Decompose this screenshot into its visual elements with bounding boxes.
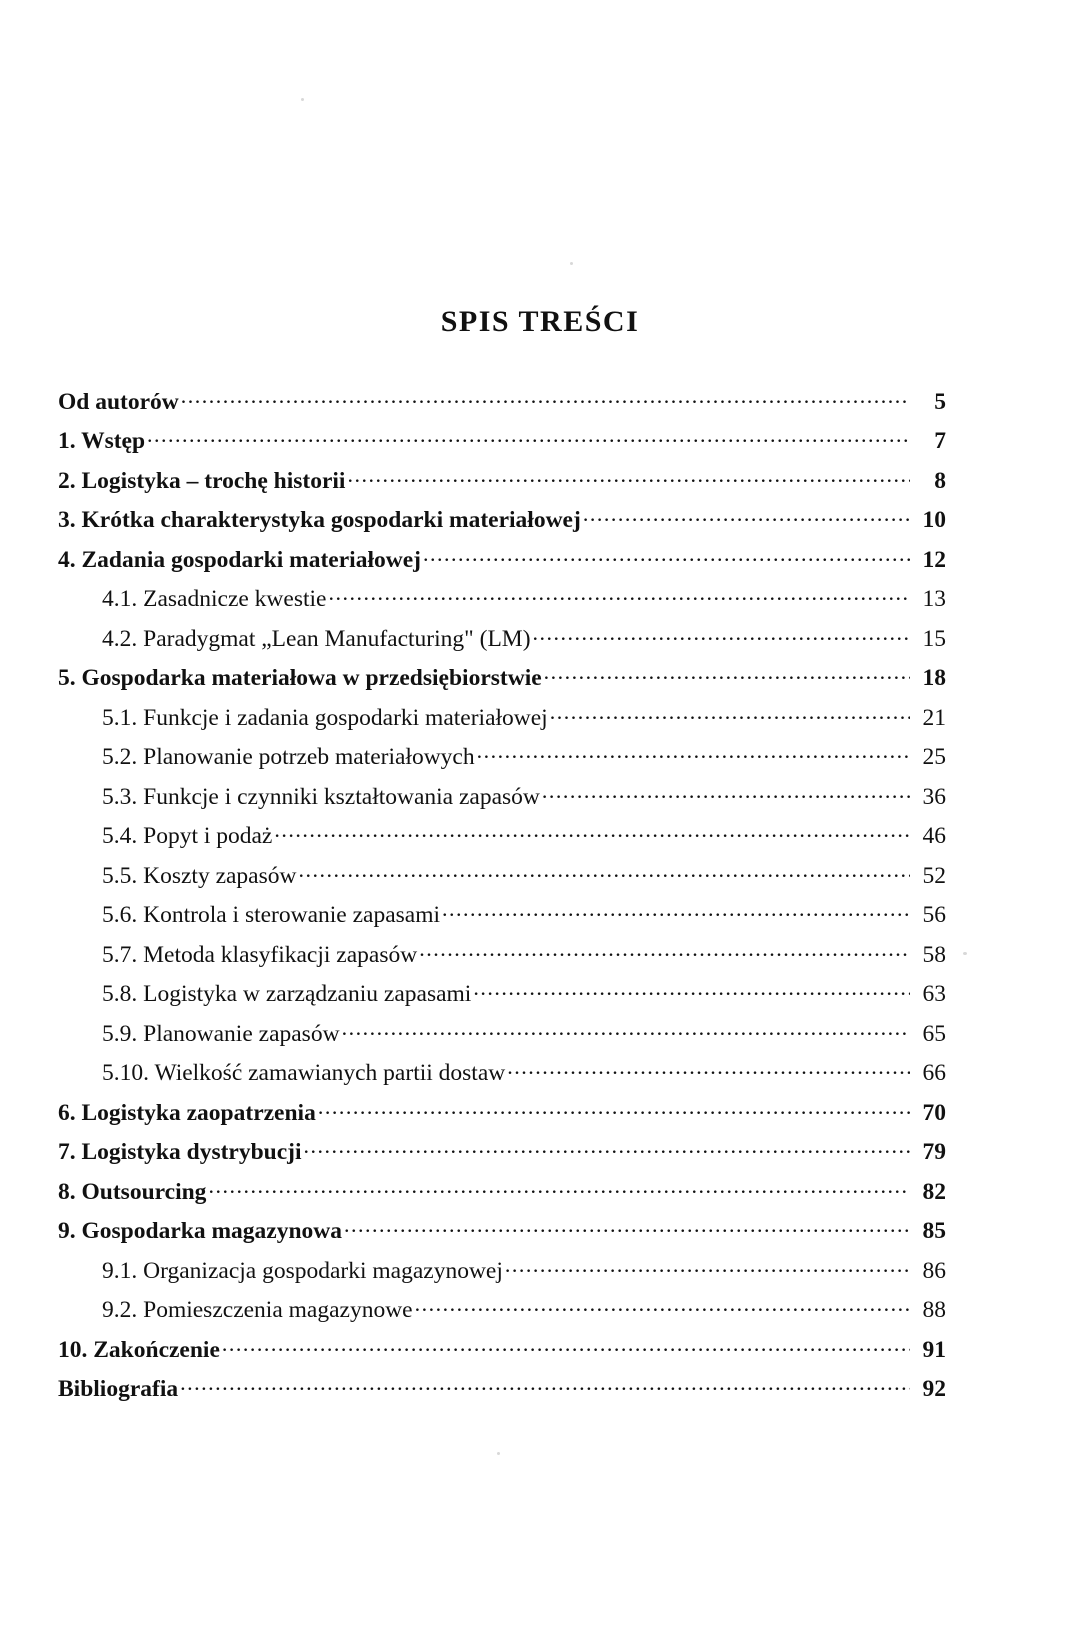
toc-leader-dots: [318, 1096, 910, 1120]
toc-leader-dots: [342, 1017, 910, 1041]
toc-leader-dots: [415, 1294, 910, 1318]
scan-speck: [301, 98, 304, 101]
scan-speck: [963, 952, 967, 955]
toc-leader-dots: [583, 504, 910, 528]
toc-entry[interactable]: [58, 583, 946, 612]
scan-speck: [570, 262, 573, 265]
toc-entry-page-number: 8: [934, 467, 946, 494]
toc-entry[interactable]: [58, 504, 946, 533]
toc-entry-label: 5.3. Funkcje i czynniki kształtowania zapasów: [102, 783, 540, 810]
toc-leader-dots: [473, 978, 910, 1002]
toc-entry-label: 5.5. Koszty zapasów: [102, 862, 297, 889]
toc-entry-label: 6. Logistyka zaopatrzenia: [58, 1099, 316, 1126]
toc-entry-label: Od autorów: [58, 388, 179, 415]
toc-entry-label: 5.4. Popyt i podaż: [102, 823, 273, 849]
toc-entry[interactable]: [58, 938, 946, 967]
toc-entry-page-number: 63: [922, 981, 946, 1007]
toc-entry-label: 9.2. Pomieszczenia magazynowe: [102, 1297, 413, 1323]
toc-entry-page-number: 36: [922, 783, 946, 810]
toc-entry[interactable]: [58, 899, 946, 928]
toc-entry-label: 9.1. Organizacja gospodarki magazynowej: [102, 1257, 503, 1284]
toc-leader-dots: [423, 543, 910, 567]
toc-leader-dots: [347, 464, 910, 488]
toc-entry[interactable]: [58, 385, 946, 414]
toc-entry-label: 5.8. Logistyka w zarządzaniu zapasami: [102, 981, 472, 1007]
toc-entry-label: 4. Zadania gospodarki materiałowej: [58, 546, 421, 573]
toc-entry-page-number: 25: [922, 744, 946, 770]
toc-entry-page-number: 66: [922, 1060, 946, 1086]
toc-entry-page-number: 13: [922, 586, 946, 612]
toc-entry[interactable]: [58, 780, 946, 809]
toc-entry[interactable]: [58, 1096, 946, 1125]
toc-entry-page-number: 91: [922, 1336, 946, 1363]
toc-entry[interactable]: [58, 820, 946, 849]
toc-entry-label: 7. Logistyka dystrybucji: [58, 1139, 302, 1165]
toc-entry-page-number: 10: [922, 507, 946, 533]
toc-entry-label: 5.6. Kontrola i sterowanie zapasami: [102, 902, 441, 928]
toc-leader-dots: [222, 1333, 910, 1357]
toc-entry-page-number: 86: [922, 1257, 946, 1284]
toc-entry[interactable]: [58, 662, 946, 691]
toc-entry[interactable]: [58, 425, 946, 454]
toc-entry[interactable]: [58, 859, 946, 888]
toc-entry-label: 4.2. Paradygmat „Lean Manufacturing" (LM): [102, 625, 531, 652]
toc-leader-dots: [442, 899, 910, 923]
toc-entry-page-number: 65: [922, 1020, 946, 1047]
toc-entry-label: 5.9. Planowanie zapasów: [102, 1020, 340, 1047]
page-title: SPIS TREŚCI: [440, 305, 640, 338]
toc-entry-page-number: 56: [922, 902, 946, 928]
toc-entry[interactable]: [58, 1254, 946, 1283]
toc-entry-page-number: 58: [922, 941, 946, 968]
toc-leader-dots: [274, 820, 910, 844]
toc-entry-page-number: 5: [934, 388, 946, 415]
toc-entry[interactable]: [58, 464, 946, 493]
toc-entry-page-number: 15: [922, 625, 946, 652]
toc-entry[interactable]: [58, 543, 946, 572]
toc-entry-page-number: 12: [922, 546, 946, 573]
toc-leader-dots: [419, 938, 910, 962]
toc-entry-page-number: 7: [934, 428, 946, 454]
toc-entry-page-number: 82: [922, 1178, 946, 1205]
toc-entry[interactable]: [58, 741, 946, 770]
toc-entry-page-number: 21: [922, 704, 946, 731]
toc-entry[interactable]: [58, 978, 946, 1007]
toc-leader-dots: [507, 1057, 910, 1081]
toc-leader-dots: [181, 385, 910, 409]
toc-entry-label: 9. Gospodarka magazynowa: [58, 1218, 342, 1244]
toc-leader-dots: [505, 1254, 910, 1278]
toc-leader-dots: [344, 1215, 910, 1239]
toc-entry-label: Bibliografia: [58, 1376, 179, 1402]
toc-entry[interactable]: [58, 701, 946, 730]
toc-entry-label: 8. Outsourcing: [58, 1178, 207, 1205]
toc-entry[interactable]: [58, 1057, 946, 1086]
toc-entry-label: 5. Gospodarka materiałowa w przedsiębiorstwie: [58, 665, 542, 691]
toc-entry-page-number: 52: [922, 862, 946, 889]
scan-speck: [497, 1452, 500, 1455]
toc-leader-dots: [533, 622, 910, 646]
toc-leader-dots: [180, 1373, 910, 1397]
toc-entry-label: 5.10. Wielkość zamawianych partii dostaw: [102, 1060, 506, 1086]
toc-entry-page-number: 18: [922, 665, 946, 691]
toc-leader-dots: [477, 741, 910, 765]
toc-entry-page-number: 46: [922, 823, 946, 849]
toc-entry[interactable]: [58, 622, 946, 651]
toc-leader-dots: [550, 701, 910, 725]
toc-entry-page-number: 88: [922, 1297, 946, 1323]
toc-entry[interactable]: [58, 1175, 946, 1204]
toc-entry[interactable]: [58, 1333, 946, 1362]
toc-entry[interactable]: [58, 1373, 946, 1402]
toc-entry-label: 3. Krótka charakterystyka gospodarki materiałowej: [58, 507, 581, 533]
toc-entry[interactable]: [58, 1294, 946, 1323]
toc-leader-dots: [544, 662, 910, 686]
table-of-contents: [58, 385, 946, 1412]
toc-leader-dots: [298, 859, 910, 883]
toc-entry-page-number: 92: [922, 1376, 946, 1402]
toc-leader-dots: [304, 1136, 910, 1160]
toc-entry[interactable]: [58, 1017, 946, 1046]
toc-entry-label: 5.2. Planowanie potrzeb materiałowych: [102, 744, 475, 770]
toc-entry-label: 5.7. Metoda klasyfikacji zapasów: [102, 941, 418, 968]
toc-leader-dots: [208, 1175, 910, 1199]
toc-entry[interactable]: [58, 1215, 946, 1244]
toc-entry-label: 5.1. Funkcje i zadania gospodarki materiałowej: [102, 704, 548, 731]
toc-leader-dots: [328, 583, 910, 607]
toc-entry-label: 4.1. Zasadnicze kwestie: [102, 586, 327, 612]
toc-entry-label: 10. Zakończenie: [58, 1336, 220, 1363]
toc-entry-page-number: 85: [922, 1218, 946, 1244]
toc-leader-dots: [542, 780, 910, 804]
toc-entry-page-number: 70: [922, 1099, 946, 1126]
toc-entry-label: 2. Logistyka – trochę historii: [58, 467, 346, 494]
toc-entry-page-number: 79: [922, 1139, 946, 1165]
toc-entry[interactable]: [58, 1136, 946, 1165]
toc-entry-label: 1. Wstęp: [58, 428, 146, 454]
toc-leader-dots: [147, 425, 910, 449]
